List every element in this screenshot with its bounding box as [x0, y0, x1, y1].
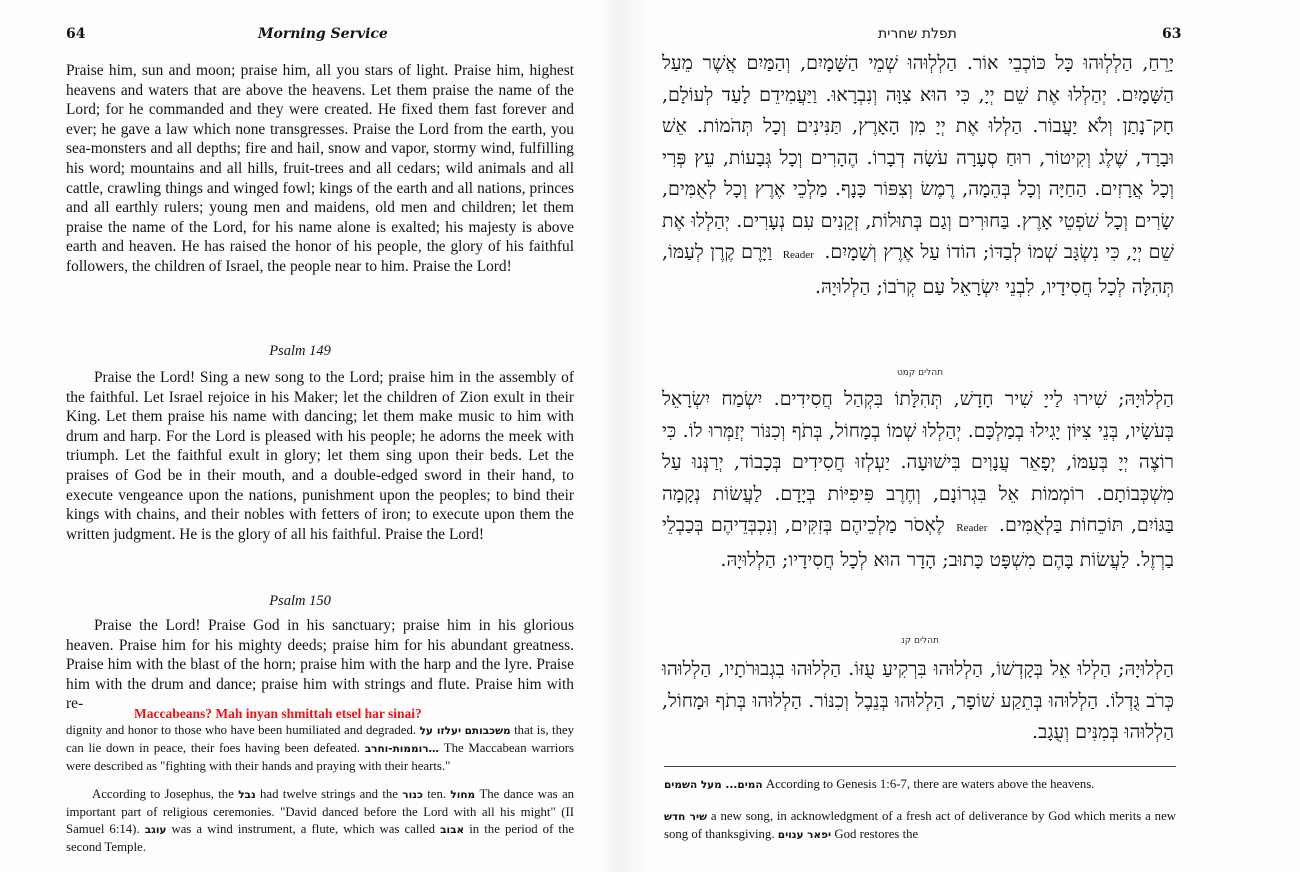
reader-label: Reader [956, 522, 988, 534]
note-hebrew-term: המים... מעל השמים [664, 779, 763, 791]
book-gutter [600, 0, 650, 872]
psalm-149-hebrew-title: תהלים קמט [896, 368, 944, 378]
note-hebrew-term: משכבותם [464, 725, 511, 737]
note-text: in the period of the second Temple. [66, 822, 575, 854]
note-text: ten. [427, 787, 447, 801]
note-text: a new song, in acknowledgment of a fresh act of deliverance by God which merits a new song of thanksgiving. [664, 809, 1176, 841]
running-title-left: Morning Service [258, 26, 388, 42]
english-paragraph-2: Praise the Lord! Sing a new song to the Lord; praise him in the assembly of the faithful. Let Israel rejoice in his Maker; let the children of Zion exult in their King. Let them praise his name with dancing; let them make music to him with drum and harp. For the Lord is pleased with his people; he adorns the meek with triumph. Let the faithful exult in glory; let them sing upon their beds. Let the praises of God be in their mouth, and a double-edged sword in their hand, to execute vengeance upon the nations, punishment upon the peoples; to bind their kings with chains, and their nobles with fetters of iron; to execute upon them the written judgment. He is the glory of all his faithful. Praise the Lord! [66, 369, 574, 543]
note-hebrew-term: כנור [402, 789, 423, 801]
footnote-left-1 [66, 722, 574, 775]
note-text: was a wind instrument, a flute, which was called [171, 822, 436, 836]
note-hebrew-term: עוגב [144, 824, 167, 836]
note-hebrew-term: מחול [450, 789, 476, 801]
note-hebrew-term: …רוממות-וחרב [364, 743, 440, 755]
footnote-divider [664, 766, 1176, 767]
psalm-150-hebrew-title: תהלים קנ [901, 636, 939, 646]
hebrew-paragraph-3: הַלְלוּיָהּ; הַלְלוּ אֵל בְּקָדְשׁוֹ, הַלְלוּהוּ בִּרְקִיעַ עֻזּוֹ. הַלְלוּהוּ בִגְבוּרֹתָיו, הַלְלוּהוּ כְּרֹב גֻּדְלוֹ. הַלְלוּהוּ בְּתֵקַע שׁוֹפָר, הַלְלוּהוּ בְּנֵבֶל וְכִנּוֹר. הַלְלוּהוּ בְּתֹף וּמָחוֹל, הַלְלוּהוּ בְּמִנִּים וְעֻגָב. [662, 658, 1174, 743]
page-number-left: 64 [66, 26, 86, 42]
english-paragraph-3: Praise the Lord! Praise God in his sanctuary; praise him in his glorious heaven. Praise him for his mighty deeds; praise him for his abundant greatness. Praise him with the blast of the horn; praise him with the harp and the lyre. Praise him with the drum and dance; praise him with strings and flute. Praise him with re- [66, 617, 574, 713]
note-text: According to Josephus, the [92, 787, 234, 801]
note-text: dignity and honor to those who have been humiliated and degraded. [66, 723, 417, 737]
psalm-149-title: Psalm 149 [269, 343, 331, 359]
note-hebrew-term: יפאר ענוים [777, 829, 832, 841]
right-page [650, 0, 1300, 872]
reader-label: Reader [782, 249, 814, 261]
note-text: The dance was an important part of religious ceremonies. "David danced before the Lord with all his might" (II Samuel 6:14). [66, 787, 575, 836]
hebrew-paragraph-2 [662, 384, 1174, 576]
note-hebrew-term: אבוב [440, 824, 465, 836]
page-number-right: 63 [1162, 26, 1182, 42]
note-hebrew-term: יעלזו על [419, 725, 462, 737]
hebrew-paragraph-1 [662, 48, 1174, 303]
note-text: According to Genesis 1:6-7, there are waters above the heavens. [765, 777, 1095, 791]
hebrew-text: לֶאְסֹר מַלְכֵיהֶם בְּזִקִּים, וְנִכְבְּדֵיהֶם בְּכַבְלֵי בַרְזֶל. לַעֲשׂוֹת בָּהֶם מִשְׁפָּט כָּתוּב; הָדָר הוּא לְכָל חֲסִידָיו; הַלְלוּיָהּ. [662, 514, 1174, 571]
psalm-150-title: Psalm 150 [269, 593, 331, 609]
left-page [0, 0, 600, 872]
running-title-right: תפלת שחרית [878, 26, 957, 42]
note-text: that is, they can lie down in peace, their foes having been defeated. [66, 723, 575, 755]
hebrew-text: וַיָּרֶם קֶרֶן לְעַמּוֹ, תְּהִלָּה לְכָל חֲסִידָיו, לִבְנֵי יִשְׂרָאֵל עַם קְרֹבוֹ; הַלְלוּיָהּ. [662, 241, 1174, 298]
note-hebrew-term: נבל [238, 789, 256, 801]
note-text: God restores the [834, 827, 919, 841]
note-hebrew-term: שיר חדש [664, 811, 708, 823]
english-paragraph-1: Praise him, sun and moon; praise him, all you stars of light. Praise him, highest heavens and waters that are above the heavens. Let them praise the name of the Lord; for he commanded and they were created. He fixed them fast forever and ever; he gave a law which none transgresses. Praise the Lord from the earth, you sea-monsters and all depths; fire and hail, snow and vapor, stormy wind, fulfilling his word; mountains and all hills, fruit-trees and all cedars; wild animals and all cattle, crawling things and winged fowl; kings of the earth and all nations, princes and all earthly rulers; young men and maidens, old men and children; let them praise the name of the Lord, for his name alone is exalted; his majesty is above earth and heaven. He has raised the honor of his people, the glory of his faithful followers, the children of Israel, the people near to him. Praise the Lord! [66, 62, 574, 275]
footnote-right-1 [664, 776, 1176, 794]
hebrew-text: יָרֵחַ, הַלְלְוּהוּ כָּל כּוֹכְבֵי אוֹר. הַלְלְוּהוּ שְׁמֵי הַשָּׁמָיִם, וְהַמַּיִם אֲשֶׁר מֵעַל הַשָּׁמָיִם. יְהַלְלוּ אֶת שֵׁם יְיָ, כִּי הוּא צִוָּה וְנִבְרָאוּ. וַיַּעֲמִידֵם לָעַד לְעוֹלָם, חָק־נָתַן וְלֹא יַעֲבוֹר. הַלְלוּ אֶת יְיָ מִן הָאָרֶץ, תַּנִּינִים וְכָל תְּהֹמוֹת. אֵשׁ וּבָרָד, שֶׁלֶג וְקִיטוֹר, רוּחַ סְעָרָה עֹשָׂה דְבָרוֹ. הֶהָרִים וְכָל גְּבָעוֹת, עֵץ פְּרִי וְכָל אֲרָזִים. הַחַיָּה וְכָל בְּהֵמָה, רֶמֶשׂ וְצִפּוֹר כָּנָף. מַלְכֵי אֶרֶץ וְכָל לְאֻמִּים, שָׂרִים וְכָל שֹׁפְטֵי אָרֶץ. בַּחוּרִים וְגַם בְּתוּלוֹת, זְקֵנִים עִם נְעָרִים. יְהַלְלוּ אֶת שֵׁם יְיָ, כִּי נִשְׂגָּב שְׁמוֹ לְבַדּוֹ; הוֹדוֹ עַל אֶרֶץ וְשָׁמָיִם. [662, 52, 1174, 263]
note-text: had twelve strings and the [260, 787, 398, 801]
footnote-left-2 [66, 786, 574, 856]
hebrew-text: הַלְלוּיָהּ; שִׁירוּ לַייָ שִׁיר חָדָשׁ, תְּהִלָּתוֹ בִּקְהַל חֲסִידִים. יִשְׂמַח יִשְׂרָאֵל בְּעֹשָׂיו, בְּנֵי צִיּוֹן יָגִילוּ בְמַלְכָּם. יְהַלְלוּ שְׁמוֹ בְמָחוֹל, בְּתֹף וְכִנּוֹר יְזַמְּרוּ לוֹ. כִּי רוֹצֶה יְיָ בְּעַמּוֹ, יְפָאֵר עֲנָוִים בִּישׁוּעָה. יַעְלְזוּ חֲסִידִים בְּכָבוֹד, יְרַנְּנוּ עַל מִשְׁכְּבוֹתָם. רוֹמְמוֹת אֵל בִּגְרוֹנָם, וְחֶרֶב פִּיפִיּוֹת בְּיָדָם. לַעֲשׂוֹת נְקָמָה בַּגּוֹיִם, תּוֹכֵחוֹת בַּלְאֻמִּים. [662, 388, 1175, 536]
footnote-right-2 [664, 808, 1176, 844]
handwritten-annotation: Maccabeans? Mah inyan shmittah etsel har sinai? [134, 706, 422, 721]
note-text: The Maccabean warriors were described as "fighting with their hands and praying with their hearts." [66, 741, 574, 773]
